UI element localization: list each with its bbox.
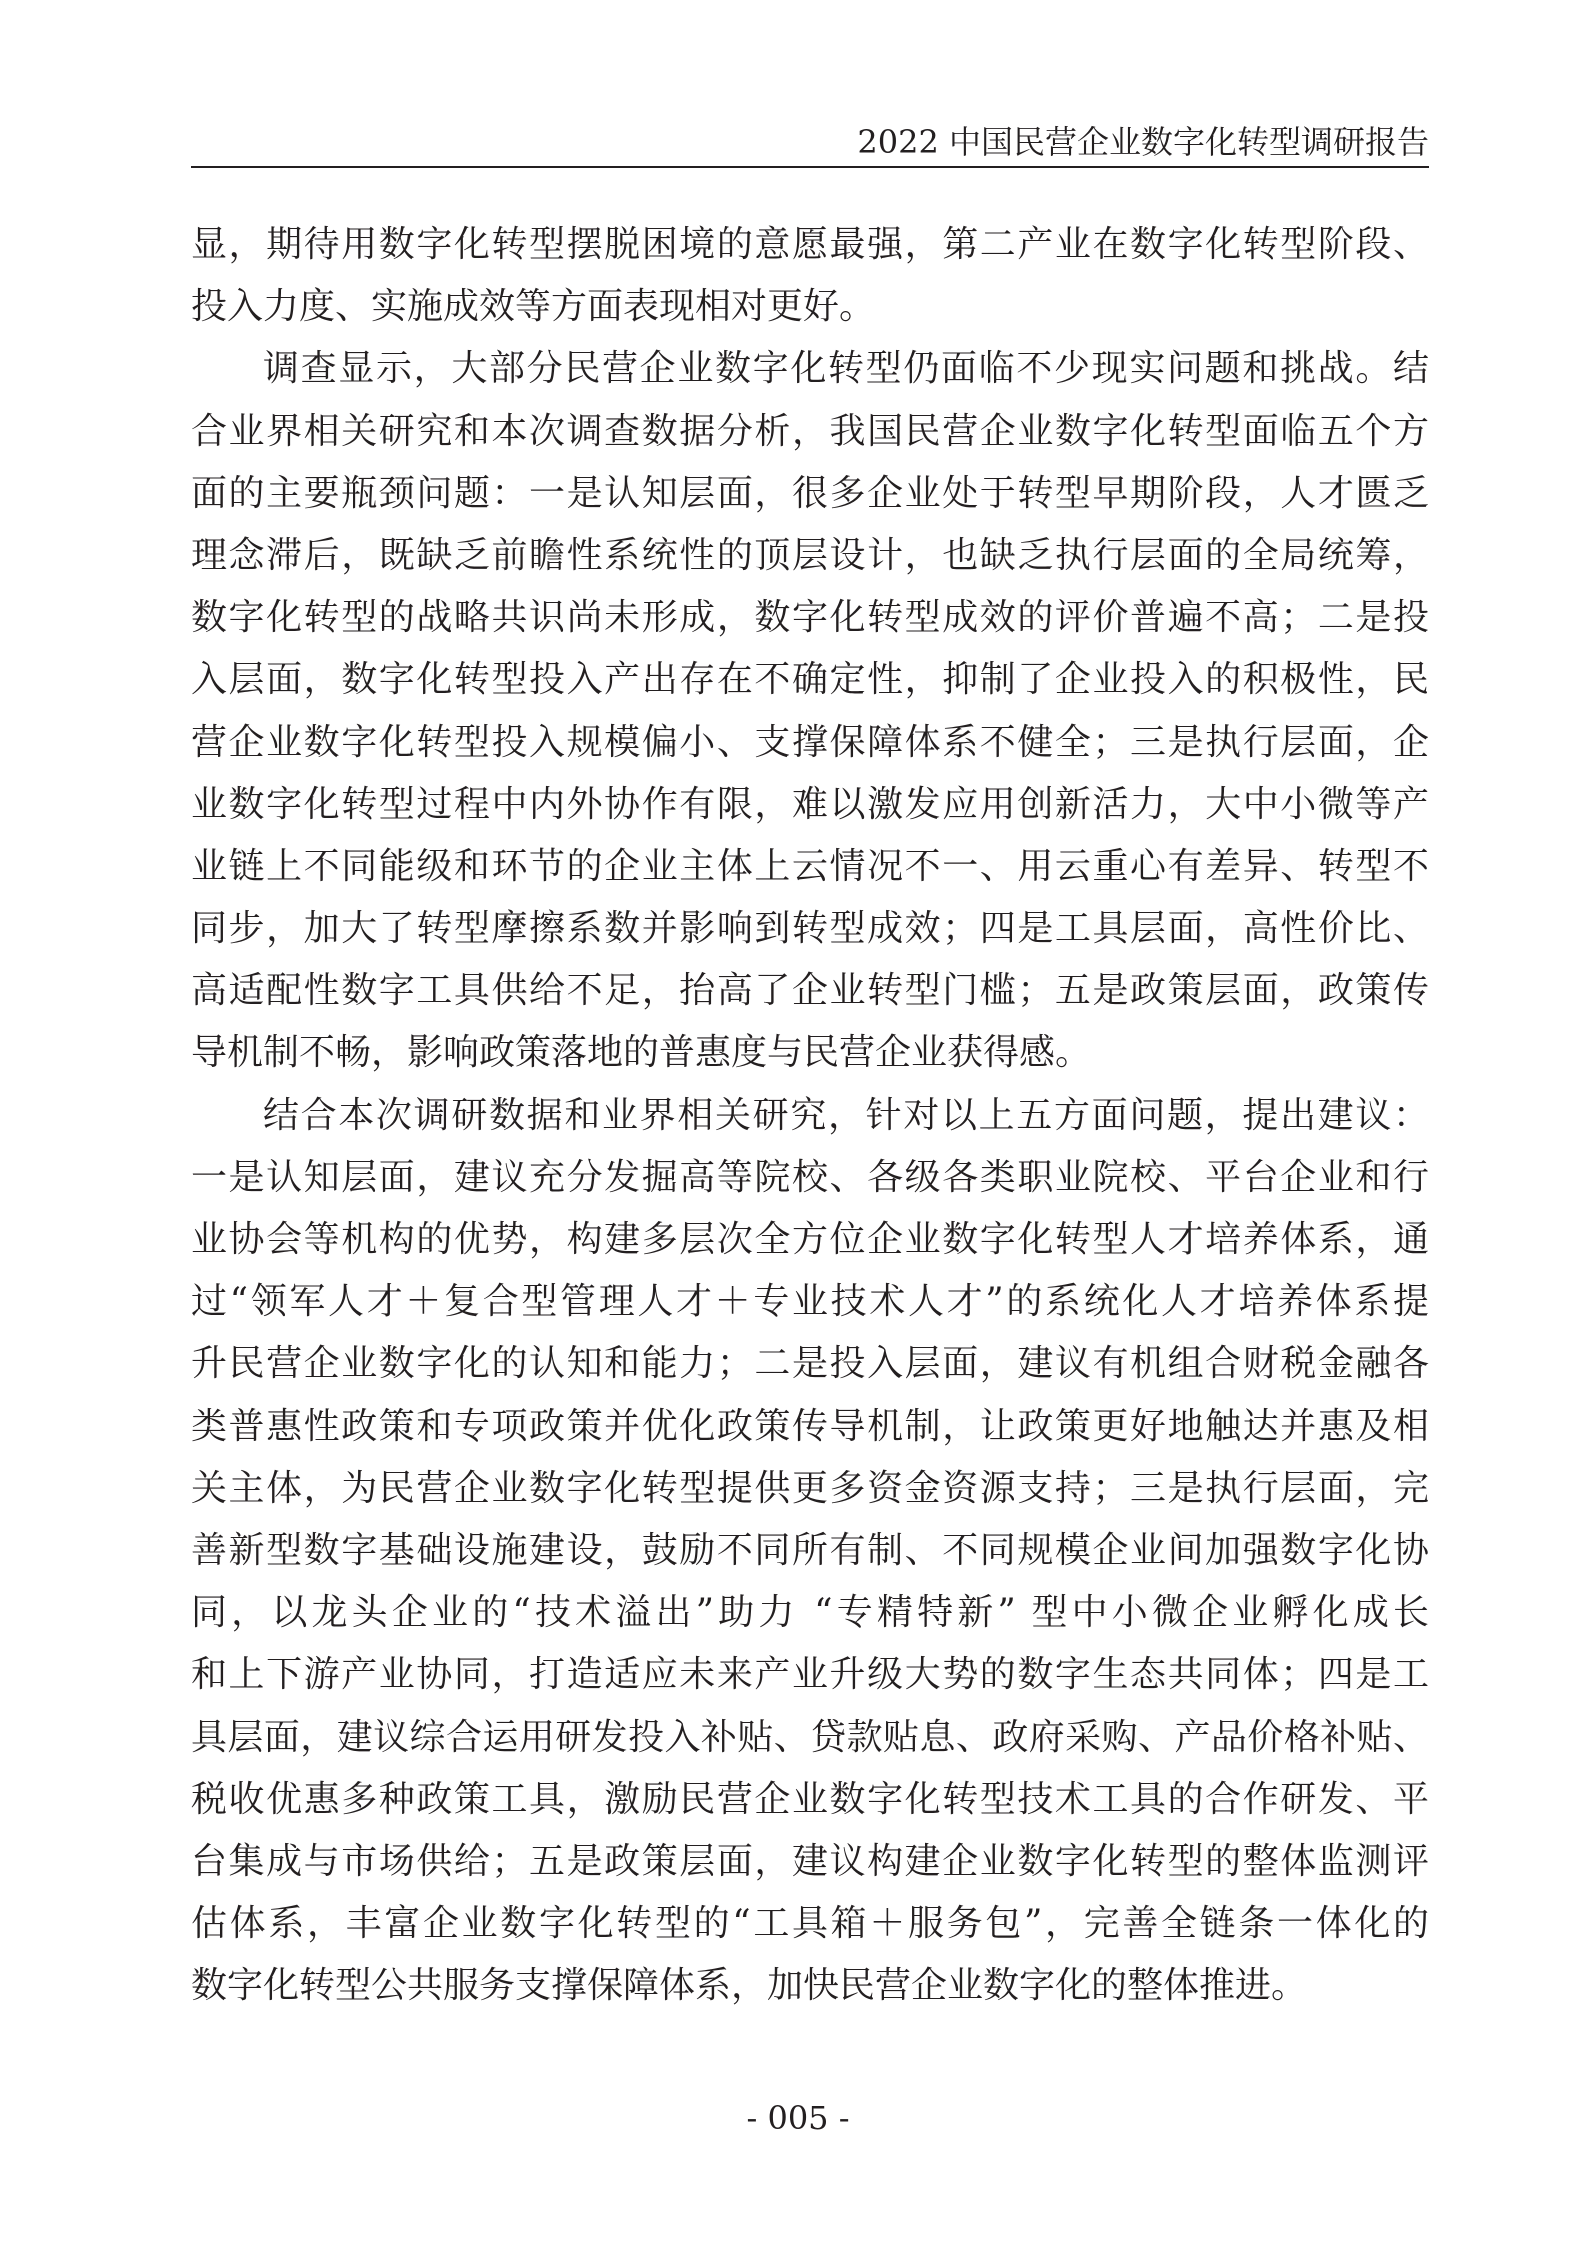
paragraph xyxy=(191,214,1429,338)
paragraph-line: 同，以龙头企业的“技术溢出”助力 “专精特新” 型中小微企业孵化成长 xyxy=(191,1592,1429,1634)
header-rule xyxy=(191,166,1429,168)
paragraph-line: 调查显示，大部分民营企业数字化转型仍面临不少现实问题和挑战。结 xyxy=(263,348,1429,390)
paragraph-line: 营企业数字化转型投入规模偏小、支撑保障体系不健全；三是执行层面，企 xyxy=(191,721,1429,763)
paragraph-line: 业数字化转型过程中内外协作有限，难以激发应用创新活力，大中小微等产 xyxy=(191,783,1429,825)
paragraph-line: 估体系，丰富企业数字化转型的“工具箱＋服务包”，完善全链条一体化的 xyxy=(191,1903,1429,1945)
paragraph xyxy=(191,338,1429,1084)
paragraph-line: 显，期待用数字化转型摆脱困境的意愿最强，第二产业在数字化转型阶段、 xyxy=(191,224,1429,265)
paragraph-line: 高适配性数字工具供给不足，抬高了企业转型门槛；五是政策层面，政策传 xyxy=(191,970,1429,1012)
paragraph-line: 善新型数字基础设施建设，鼓励不同所有制、不同规模企业间加强数字化协 xyxy=(191,1529,1429,1571)
paragraph-line: 同步，加大了转型摩擦系数并影响到转型成效；四是工具层面，高性价比、 xyxy=(191,908,1429,950)
paragraph-line: 业协会等机构的优势，构建多层次全方位企业数字化转型人才培养体系，通 xyxy=(191,1219,1429,1260)
paragraph-line: 合业界相关研究和本次调查数据分析，我国民营企业数字化转型面临五个方 xyxy=(191,410,1429,452)
paragraph-line: 过“领军人才＋复合型管理人才＋专业技术人才”的系统化人才培养体系提 xyxy=(191,1281,1429,1323)
paragraph-line: 升民营企业数字化的认知和能力；二是投入层面，建议有机组合财税金融各 xyxy=(191,1343,1429,1385)
paragraph xyxy=(191,1085,1429,2018)
body-text xyxy=(191,214,1429,2017)
paragraph-line: 数字化转型的战略共识尚未形成，数字化转型成效的评价普遍不高；二是投 xyxy=(191,597,1429,639)
paragraph-line: 面的主要瓶颈问题：一是认知层面，很多企业处于转型早期阶段，人才匮乏 xyxy=(191,472,1429,514)
paragraph-line: 业链上不同能级和环节的企业主体上云情况不一、用云重心有差异、转型不 xyxy=(191,845,1429,887)
paragraph-line: 关主体，为民营企业数字化转型提供更多资金资源支持；三是执行层面，完 xyxy=(191,1467,1429,1509)
paragraph-line: 结合本次调研数据和业界相关研究，针对以上五方面问题，提出建议： xyxy=(263,1094,1429,1136)
paragraph-line: 税收优惠多种政策工具，激励民营企业数字化转型技术工具的合作研发、平 xyxy=(191,1778,1429,1820)
running-header: 2022 中国民营企业数字化转型调研报告 xyxy=(857,123,1429,161)
paragraph-line: 理念滞后，既缺乏前瞻性系统性的顶层设计，也缺乏执行层面的全局统筹， xyxy=(191,534,1429,576)
paragraph-line: 和上下游产业协同，打造适应未来产业升级大势的数字生态共同体；四是工 xyxy=(191,1654,1429,1696)
paragraph-line: 一是认知层面，建议充分发掘高等院校、各级各类职业院校、平台企业和行 xyxy=(191,1156,1429,1198)
paragraph-line: 具层面，建议综合运用研发投入补贴、贷款贴息、政府采购、产品价格补贴、 xyxy=(191,1716,1429,1758)
paragraph-line: 数字化转型公共服务支撑保障体系，加快民营企业数字化的整体推进。 xyxy=(191,1965,1308,2007)
paragraph-line: 类普惠性政策和专项政策并优化政策传导机制，让政策更好地触达并惠及相 xyxy=(191,1405,1429,1447)
paragraph-line: 导机制不畅，影响政策落地的普惠度与民营企业获得感。 xyxy=(191,1032,1092,1074)
page-number: - 005 - xyxy=(746,2099,850,2137)
paragraph-line: 投入力度、实施成效等方面表现相对更好。 xyxy=(191,286,876,328)
paragraph-line: 入层面，数字化转型投入产出存在不确定性，抑制了企业投入的积极性，民 xyxy=(191,659,1429,701)
paragraph-line: 台集成与市场供给；五是政策层面，建议构建企业数字化转型的整体监测评 xyxy=(191,1840,1429,1882)
